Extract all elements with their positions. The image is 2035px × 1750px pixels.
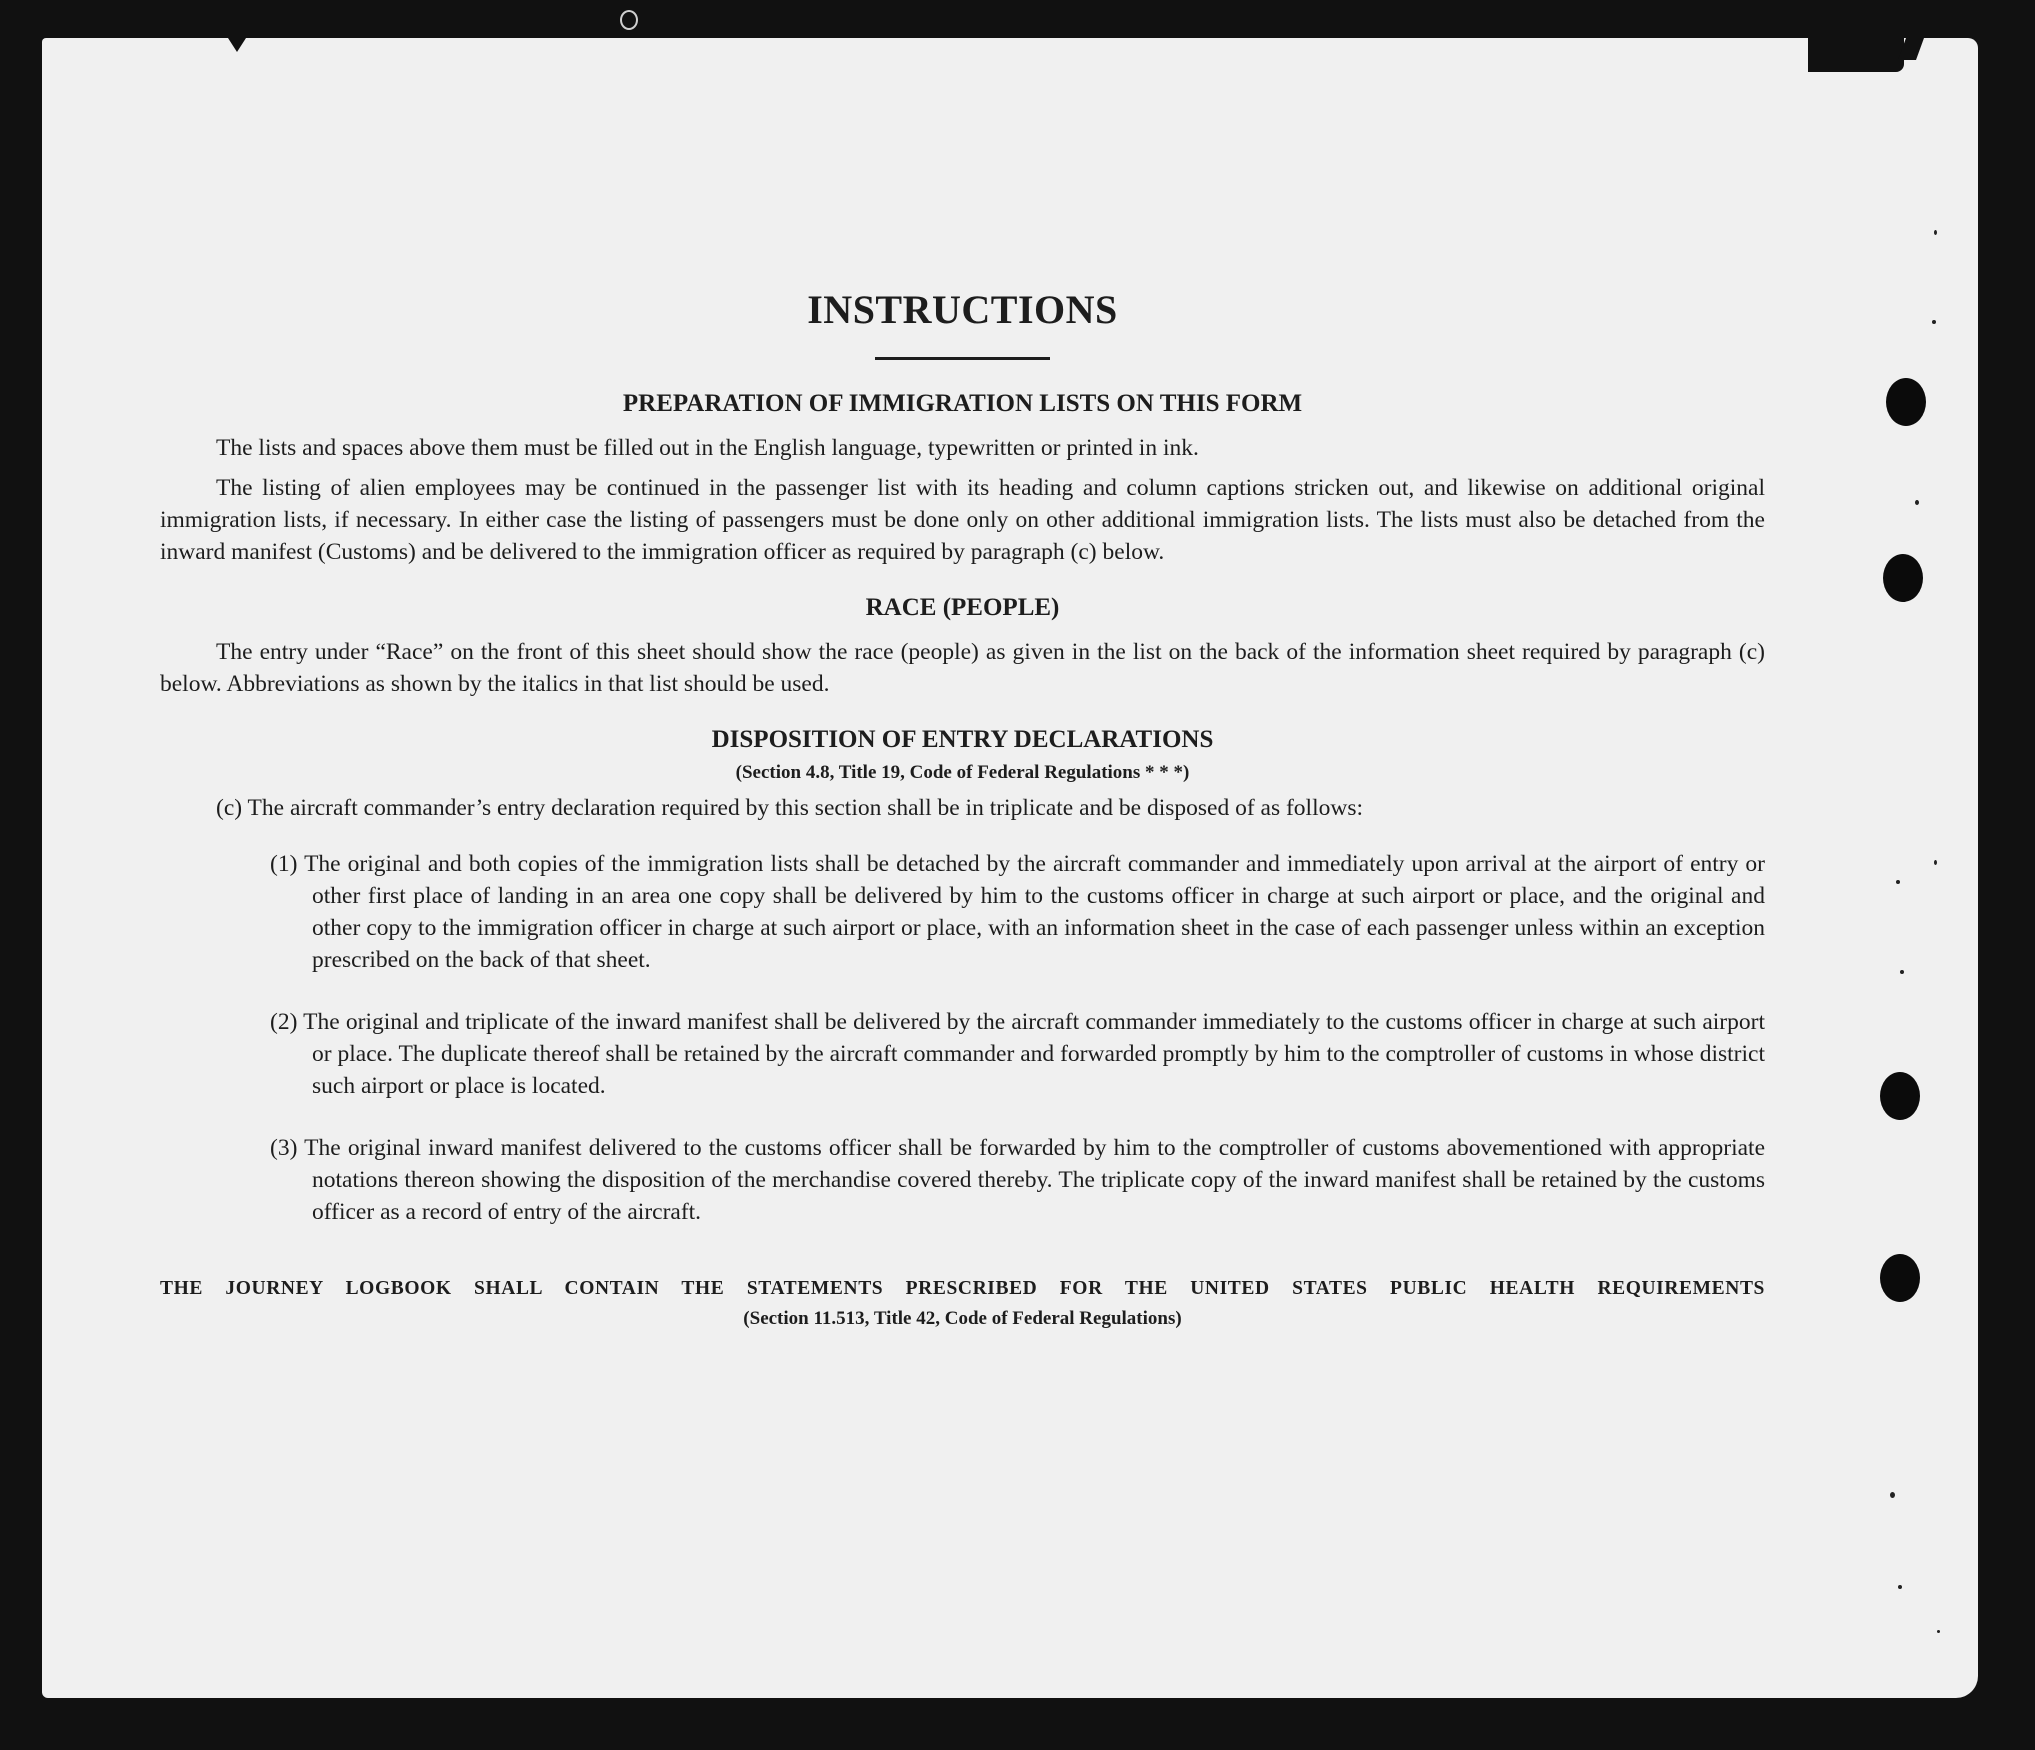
- instructions-content: [160, 285, 1765, 1332]
- page-title: INSTRUCTIONS: [807, 287, 1118, 332]
- disposition-item-2: [160, 1006, 1765, 1102]
- health-heading: THE JOURNEY LOGBOOK SHALL CONTAIN THE STATEMENTS PRESCRIBED FOR THE UNITED STATES PUBLIC HEALTH REQUIREMENTS: [160, 1278, 1765, 1299]
- punch-hole: [1883, 554, 1923, 602]
- item-number: (2): [270, 1009, 298, 1035]
- speck: [1915, 500, 1919, 505]
- disposition-citation: (Section 4.8, Title 19, Code of Federal Regulations * * *): [735, 762, 1190, 783]
- preparation-heading: PREPARATION OF IMMIGRATION LISTS ON THIS FORM: [622, 390, 1303, 417]
- speck: [1937, 1630, 1940, 1633]
- race-paragraph: The entry under “Race” on the front of this sheet should show the race (people) as given in the list on the back of the information sheet required by paragraph (c) below. Abbreviations as shown by the italics in that list should be used.: [160, 639, 1765, 697]
- punch-hole: [1880, 1254, 1920, 1302]
- speck: [1896, 880, 1900, 884]
- clause-text: The aircraft commander’s entry declaration required by this section shall be in triplicate and be disposed of as follows:: [247, 795, 1364, 821]
- race-heading: RACE (PEOPLE): [865, 594, 1060, 621]
- punch-hole: [1880, 1072, 1920, 1120]
- clause-label: (c): [216, 795, 243, 821]
- title-underline: [875, 357, 1050, 360]
- disposition-item-1: [160, 848, 1765, 976]
- item-text: The original and both copies of the immigration lists shall be detached by the aircraft commander and immediately upon arrival at the airport of entry or other first place of landing in an area one copy shall be delivered by him to the customs officer in charge at such airport or place, and the original and other copy to the immigration officer in charge at such airport or place, with an information sheet in the case of each passenger unless within an exception prescribed on the back of that sheet.: [304, 851, 1765, 973]
- speck: [1934, 860, 1937, 865]
- disposition-clause: [160, 792, 1765, 824]
- item-text: The original and triplicate of the inward manifest shall be delivered by the aircraft commander immediately to the customs officer in charge at such airport or place. The duplicate thereof shall be retained by the aircraft commander and forwarded promptly by him to the comptroller of customs in whose district such airport or place is located.: [303, 1009, 1765, 1099]
- item-number: (3): [270, 1135, 298, 1161]
- speck: [620, 10, 638, 30]
- disposition-heading: DISPOSITION OF ENTRY DECLARATIONS: [711, 726, 1214, 753]
- item-number: (1): [270, 851, 298, 877]
- speck: [1898, 1585, 1902, 1589]
- speck: [1934, 230, 1937, 235]
- preparation-paragraph-1: The lists and spaces above them must be filled out in the English language, typewritten or printed in ink.: [216, 435, 1199, 461]
- punch-hole: [1886, 378, 1926, 426]
- disposition-item-3: [160, 1132, 1765, 1228]
- health-citation: (Section 11.513, Title 42, Code of Federal Regulations): [743, 1308, 1182, 1329]
- speck: [1890, 1492, 1895, 1498]
- speck: [1900, 970, 1904, 974]
- torn-corner: [1808, 38, 1904, 72]
- item-text: The original inward manifest delivered to the customs officer shall be forwarded by him to the comptroller of customs abovementioned with appropriate notations thereon showing the disposition of the merchandise covered thereby. The triplicate copy of the inward manifest shall be retained by the customs officer as a record of entry of the aircraft.: [304, 1135, 1765, 1225]
- speck: [1932, 320, 1936, 324]
- preparation-paragraph-2: The listing of alien employees may be continued in the passenger list with its heading and column captions stricken out, and likewise on additional original immigration lists, if necessary. In either case the listing of passengers must be done only on other additional immigration lists. The lists must also be detached from the inward manifest (Customs) and be delivered to the immigration officer as required by paragraph (c) below.: [160, 475, 1765, 565]
